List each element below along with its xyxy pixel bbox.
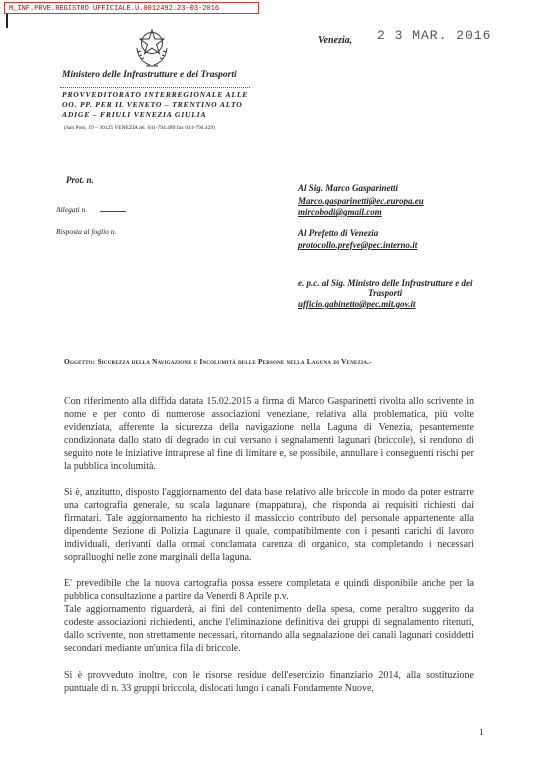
provveditorato-line: ADIGE – FRIULI VENEZIA GIULIA	[62, 110, 207, 119]
body-paragraph: Si è, anzitutto, disposto l'aggiornamento del data base relativo alle briccole in modo da poter estrarre una cartografia generale, su scala lagunare (mappatura), che risponda ai requisiti richiesti dai firmatari. Tale aggiornamento ha richiesto il massiccio contributo del personale appartenente alla dipendente Sezione di Polizia Lagunare il quale, compatibilmente con i pesanti carichi di lavoro individuali, derivanti dalla ormai conclamata carenza di organico, sta completando i necessari sopralluoghi nelle zone marginali della laguna.	[64, 487, 474, 564]
attachments-label: Allegati n.	[56, 205, 88, 214]
protocol-number-label: Prot. n.	[66, 175, 94, 185]
recipient-email[interactable]: ufficio.gabinetto@pec.mit.gov.it	[298, 299, 416, 309]
provveditorato-line: OO. PP. PER IL VENETO – TRENTINO ALTO	[62, 100, 243, 109]
republic-emblem-icon	[128, 24, 176, 70]
place-label: Venezia,	[318, 35, 353, 46]
margin-mark	[6, 14, 8, 28]
recipient-name: Al Sig. Marco Gasparinetti	[298, 183, 399, 193]
letter-subject: Oggetto: Sicurezza della Navigazione e Incolumità delle Persone nella Laguna di Venezia.-	[64, 357, 372, 366]
provveditorato-line: PROVVEDITORATO INTERREGIONALE ALLE	[62, 90, 249, 99]
body-paragraph: Si è provveduto inoltre, con le risorse residue dell'esercizio finanziario 2014, alla sostituzione puntuale di n. 33 gruppi briccola, dislocati lungo i canali Fondamente Nuove,	[64, 670, 474, 695]
recipient-email[interactable]: mircobodi@gmail.com	[298, 207, 382, 217]
date-stamp: 2 3 MAR. 2016	[377, 28, 492, 43]
ministry-name: Ministero delle Infrastrutture e dei Trasporti	[62, 70, 237, 80]
recipient-email[interactable]: protocollo.prefve@pec.interno.it	[298, 240, 418, 250]
letterhead-divider	[60, 87, 250, 88]
recipient-name: Al Prefetto di Venezia	[298, 228, 379, 238]
attachments-line	[100, 211, 126, 212]
recipient-email[interactable]: Marco.gasparinetti@ec.europa.eu	[298, 196, 424, 206]
cc-recipient-name: Trasporti	[368, 288, 403, 298]
provveditorato-name	[62, 90, 262, 120]
cc-recipient-name: e. p.c. al Sig. Ministro delle Infrastrutture e dei	[298, 278, 473, 288]
body-paragraph: E' prevedibile che la nuova cartografia possa essere completata e quindi disponibile anche per la pubblica consultazione a partire da Venerdì 8 Aprile p.v.	[64, 578, 474, 603]
reply-reference-label: Risposta al foglio n.	[56, 227, 117, 236]
page-number: 1	[479, 727, 484, 737]
protocol-stamp: M_INF.PRVE.REGISTRO UFFICIALE.U.0012492.23-03-2016	[4, 2, 259, 14]
body-paragraph: Tale aggiornamento riguarderà, ai fini del contenimento della spesa, come peraltro suggerito da codeste associazioni richiedenti, anche l'eliminazione definitiva dei gruppi di segnalamento ritenuti, dallo scrivente, non strettamente necessari, ritornando alla segnalazione dei canali lagunari cosiddetti secondari mediante un'unica fila di briccole.	[64, 604, 474, 655]
body-paragraph: Con riferimento alla diffida datata 15.02.2015 a firma di Marco Gasparinetti rivolta allo scrivente in nome e per conto di numerose associazioni veneziane, relativa alla problematica, più volte evidenziata, afferente la sicurezza della navigazione nella Laguna di Venezia, pesantemente condizionata dallo stato di degrado in cui versano i segnalamenti lagunari (briccole), si rendono di seguito note le iniziative intraprese al fine di limitare e, se possibile, annullare i conseguenti rischi per la pubblica incolumità.	[64, 396, 474, 473]
office-address: (San Polo, 19 – 30125 VENEZIA tel. 041-794.489 fax 041-794.429)	[64, 125, 215, 131]
